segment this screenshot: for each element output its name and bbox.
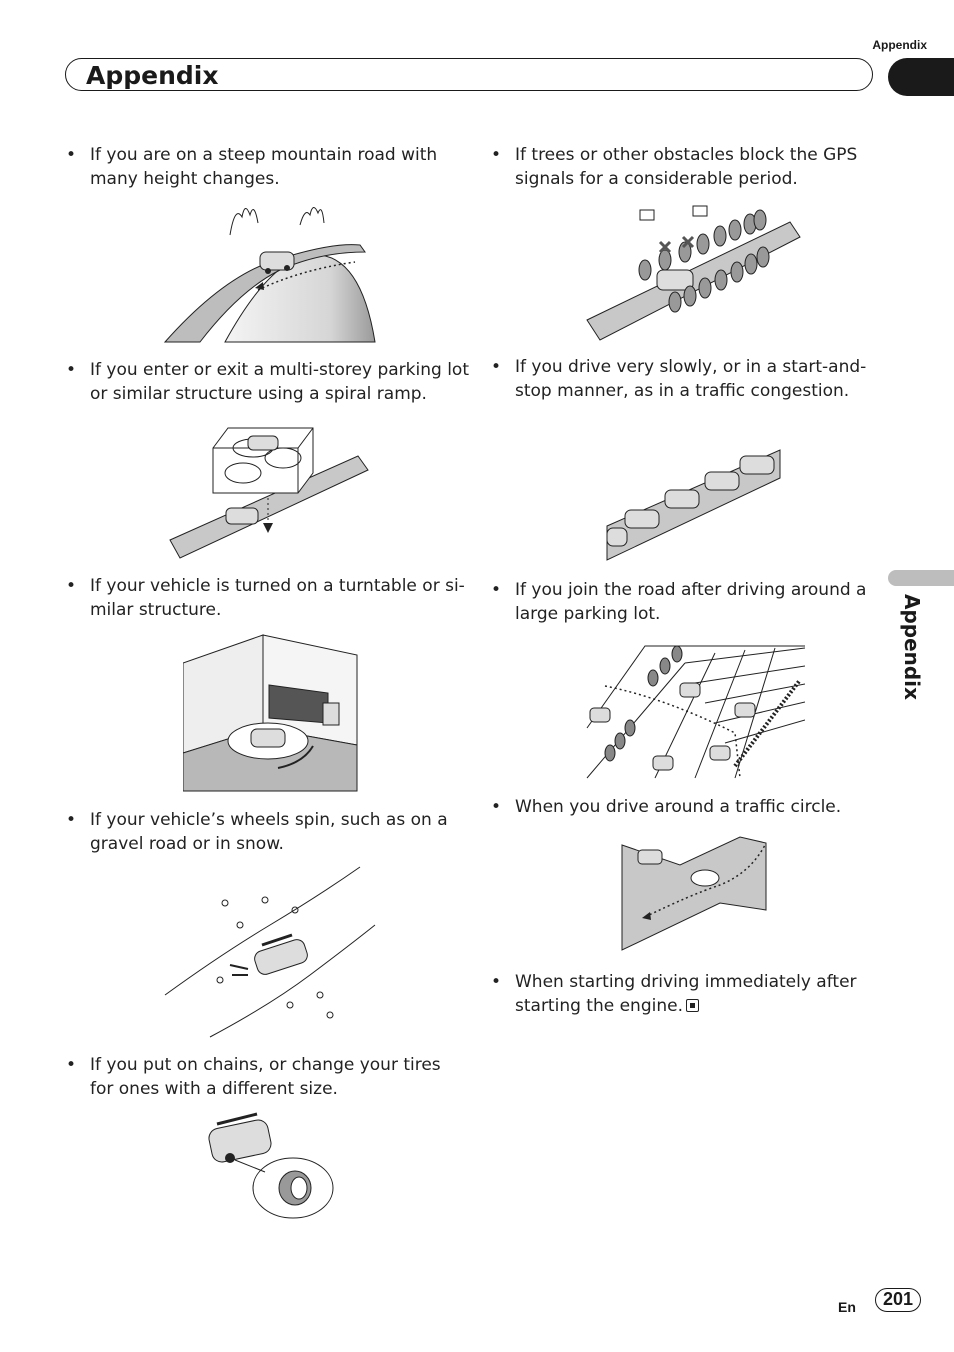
list-item [491,795,842,819]
running-head: Appendix [872,38,927,52]
bullet-dot: • [491,972,502,992]
item-text-line-1: If trees or other obstacles block the GPS [515,145,858,165]
gps-blocked-illustration [585,202,805,342]
list-item [66,1053,441,1101]
tire-change-illustration [205,1112,335,1222]
page-number: 201 [875,1288,921,1312]
item-text-line-2: many height changes. [90,169,280,189]
item-text-line-1: If you enter or exit a multi-storey parking lot [90,360,469,380]
item-text-line-2: milar structure. [90,600,222,620]
snow-road-illustration [160,865,380,1040]
bullet-dot: • [491,797,502,817]
bullet-dot: • [66,145,77,165]
bullet-dot: • [66,810,77,830]
bullet-dot: • [66,576,77,596]
item-text-line-1: If you put on chains, or change your tires [90,1055,441,1075]
list-item [66,574,465,622]
item-text-line-2: signals for a considerable period. [515,169,798,189]
bullet-dot: • [491,145,502,165]
list-item [491,143,858,191]
list-item [66,143,438,191]
item-text-line-1: If you drive very slowly, or in a start-and- [515,357,867,377]
item-text-line-1: If you join the road after driving around a [515,580,867,600]
item-text-line-1: When starting driving immediately after [515,972,857,992]
parking-lot-illustration [585,638,805,780]
list-item [491,355,867,403]
item-text-line-2: stop manner, as in a traffic congestion. [515,381,850,401]
item-text-line-1: If you are on a steep mountain road with [90,145,438,165]
item-text-line-1: When you drive around a traffic circle. [515,797,842,817]
item-text-line-2: large parking lot. [515,604,661,624]
item-text-line-2: or similar structure using a spiral ramp. [90,384,427,404]
turntable-illustration [183,633,358,793]
item-text-line-1: If your vehicle is turned on a turntable or si- [90,576,465,596]
item-text-line-1: If your vehicle’s wheels spin, such as on a [90,810,448,830]
item-text-line-2-text: starting the engine. [515,996,683,1016]
end-mark-icon [686,999,699,1012]
mountain-road-illustration [160,200,380,345]
list-item [491,578,867,626]
bullet-dot: • [66,1055,77,1075]
bullet-dot: • [491,580,502,600]
traffic-circle-illustration [620,835,768,953]
bullet-dot: • [66,360,77,380]
side-tab-label: Appendix [900,594,924,700]
spiral-ramp-illustration [168,418,378,563]
chapter-tab [888,58,954,96]
side-tab [898,594,928,714]
footer-language: En [838,1299,856,1315]
list-item [66,808,448,856]
item-text-line-2: for ones with a different size. [90,1079,338,1099]
item-text-line-2 [515,994,857,1018]
list-item [66,358,469,406]
section-title: Appendix [86,61,219,90]
traffic-congestion-illustration [605,448,785,563]
item-text-line-2: gravel road or in snow. [90,834,284,854]
list-item [491,970,857,1018]
side-tab-marker [888,570,954,586]
bullet-dot: • [491,357,502,377]
section-title-bar [65,58,873,91]
